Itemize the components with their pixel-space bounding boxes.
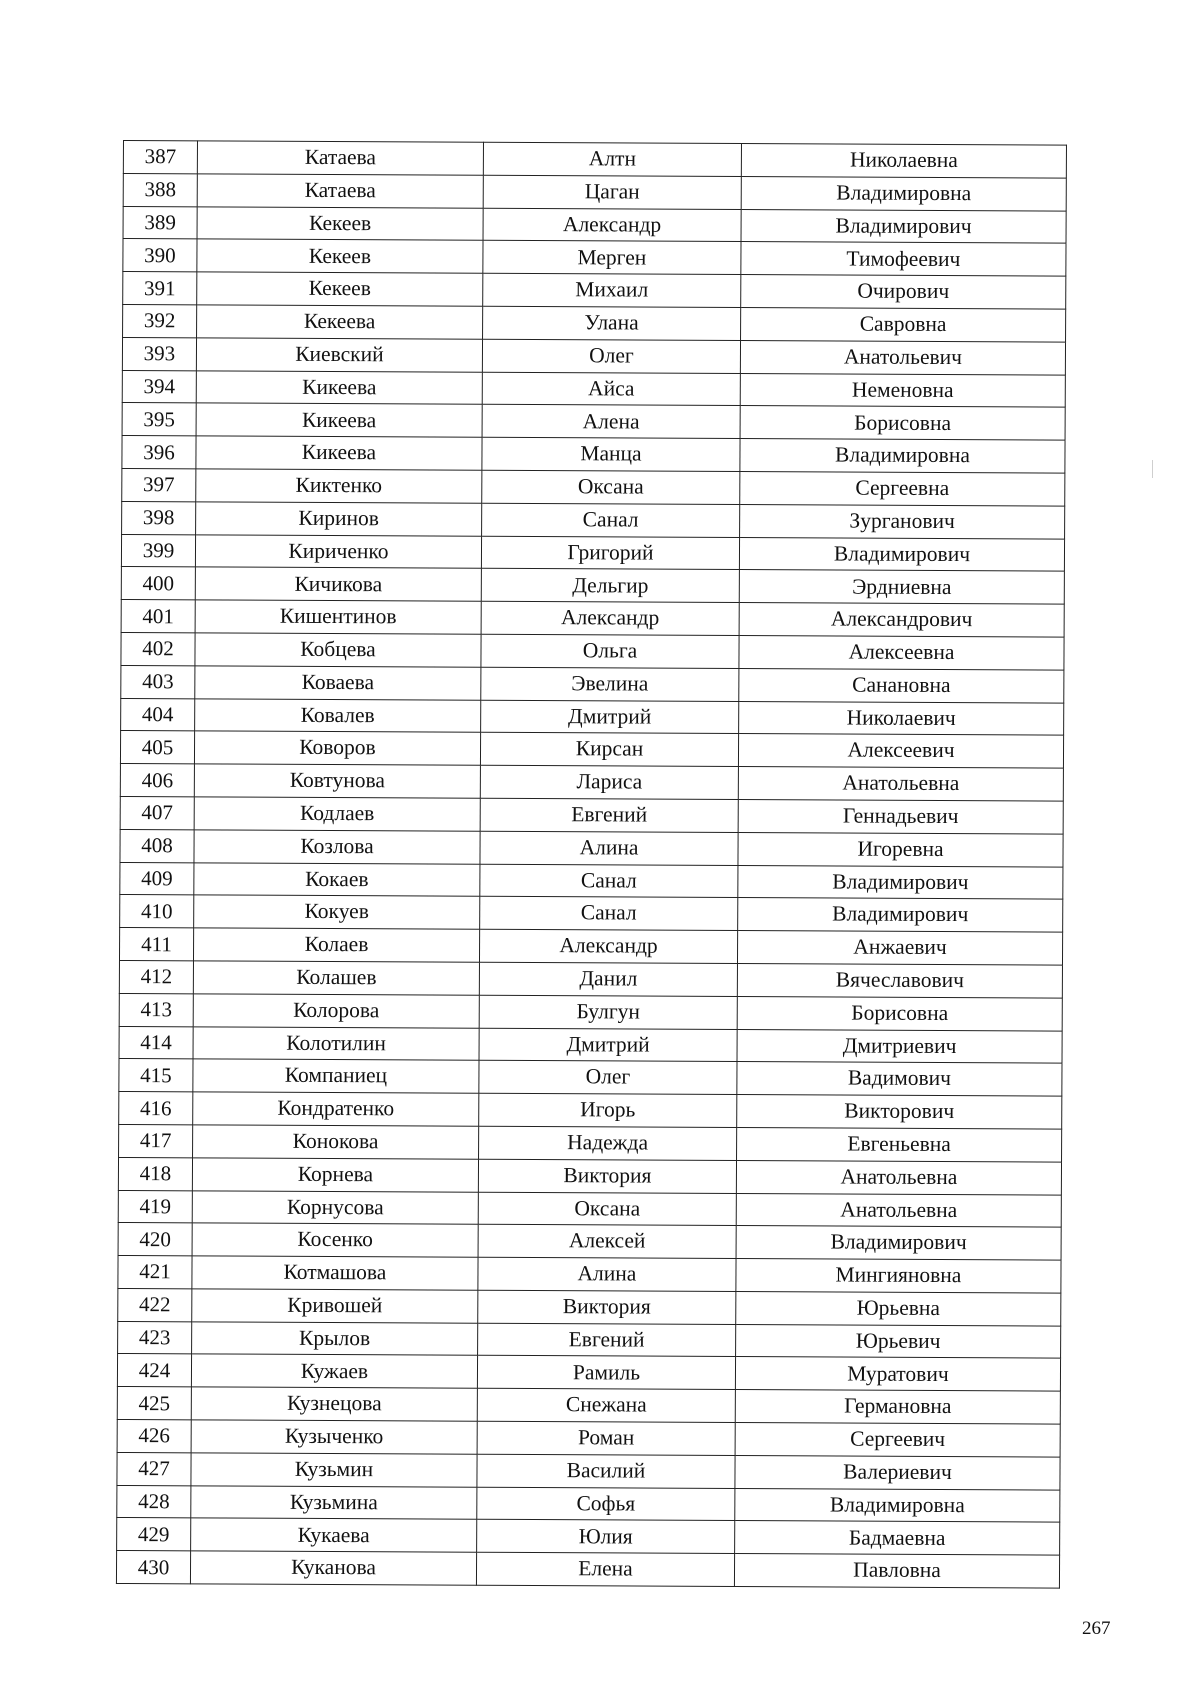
table-row <box>119 1092 1062 1129</box>
row-number-cell: 419 <box>118 1190 192 1223</box>
last-name-cell: Кузыченко <box>191 1420 477 1454</box>
patronymic-cell: Алексеевна <box>739 635 1064 669</box>
table-row <box>120 895 1063 932</box>
row-number-cell: 402 <box>121 632 195 665</box>
row-number-cell: 408 <box>120 829 194 862</box>
patronymic-cell: Геннадьевич <box>738 799 1063 833</box>
last-name-cell: Колотилин <box>193 1026 479 1060</box>
row-number-cell: 410 <box>120 895 194 928</box>
last-name-cell: Крылов <box>192 1322 478 1356</box>
row-number-cell: 422 <box>118 1288 192 1321</box>
row-number-cell: 426 <box>117 1420 191 1453</box>
row-number-cell: 403 <box>121 665 195 698</box>
row-number-cell: 424 <box>117 1354 191 1387</box>
first-name-cell: Алина <box>480 831 738 865</box>
patronymic-cell: Анатольевич <box>740 340 1065 374</box>
table-row <box>121 534 1064 571</box>
row-number-cell: 425 <box>117 1387 191 1420</box>
patronymic-cell: Борисовна <box>740 406 1065 440</box>
patronymic-cell: Анатольевна <box>736 1160 1061 1194</box>
patronymic-cell: Александрович <box>739 603 1064 637</box>
last-name-cell: Кукаева <box>191 1518 477 1552</box>
last-name-cell: Корнева <box>192 1158 478 1192</box>
table-row <box>120 764 1063 801</box>
table-row <box>118 1256 1061 1293</box>
last-name-cell: Коваева <box>195 666 481 700</box>
first-name-cell: Эвелина <box>481 667 739 701</box>
last-name-cell: Кишентинов <box>195 600 481 634</box>
table-row <box>122 436 1065 473</box>
patronymic-cell: Викторович <box>737 1095 1062 1129</box>
table-row <box>122 501 1065 538</box>
row-number-cell: 400 <box>121 567 195 600</box>
row-number-cell: 404 <box>121 698 195 731</box>
first-name-cell: Дмитрий <box>481 700 739 734</box>
first-name-cell: Алексей <box>478 1225 736 1259</box>
first-name-cell: Снежана <box>477 1389 735 1423</box>
last-name-cell: Ковтунова <box>194 764 480 798</box>
row-number-cell: 395 <box>122 403 196 436</box>
row-number-cell: 417 <box>119 1124 193 1157</box>
last-name-cell: Косенко <box>192 1223 478 1257</box>
first-name-cell: Санал <box>480 864 738 898</box>
patronymic-cell: Павловна <box>734 1554 1059 1588</box>
first-name-cell: Санал <box>480 897 738 931</box>
first-name-cell: Евгений <box>478 1323 736 1357</box>
last-name-cell: Кикеева <box>196 436 482 470</box>
patronymic-cell: Савровна <box>741 308 1066 342</box>
last-name-cell: Кузнецова <box>191 1387 477 1421</box>
patronymic-cell: Владимирович <box>738 898 1063 932</box>
last-name-cell: Кокаев <box>194 862 480 896</box>
first-name-cell: Олег <box>479 1061 737 1095</box>
row-number-cell: 393 <box>122 337 196 370</box>
row-number-cell: 427 <box>117 1452 191 1485</box>
row-number-cell: 414 <box>119 1026 193 1059</box>
first-name-cell: Елена <box>476 1553 734 1587</box>
scan-artifact <box>1152 460 1153 478</box>
row-number-cell: 418 <box>118 1157 192 1190</box>
last-name-cell: Котмашова <box>192 1256 478 1290</box>
first-name-cell: Мерген <box>483 241 741 275</box>
last-name-cell: Коворов <box>194 731 480 765</box>
table-row <box>121 665 1064 702</box>
patronymic-cell: Тимофеевич <box>741 242 1066 276</box>
table-row <box>119 1059 1062 1096</box>
first-name-cell: Айса <box>482 372 740 406</box>
row-number-cell: 430 <box>116 1551 190 1584</box>
table-row <box>120 829 1063 866</box>
patronymic-cell: Вадимович <box>737 1062 1062 1096</box>
table-row <box>123 272 1066 309</box>
row-number-cell: 398 <box>122 501 196 534</box>
first-name-cell: Улана <box>483 306 741 340</box>
first-name-cell: Алтн <box>483 142 741 176</box>
row-number-cell: 423 <box>118 1321 192 1354</box>
row-number-cell: 407 <box>120 796 194 829</box>
last-name-cell: Корнусова <box>192 1190 478 1224</box>
table-row <box>121 632 1064 669</box>
patronymic-cell: Игоревна <box>738 832 1063 866</box>
first-name-cell: Алина <box>478 1257 736 1291</box>
row-number-cell: 405 <box>120 731 194 764</box>
patronymic-cell: Николаевна <box>741 144 1066 178</box>
last-name-cell: Кокуев <box>194 895 480 929</box>
last-name-cell: Кузьмин <box>191 1453 477 1487</box>
row-number-cell: 389 <box>123 206 197 239</box>
row-number-cell: 429 <box>117 1518 191 1551</box>
first-name-cell: Григорий <box>481 536 739 570</box>
table-row <box>118 1190 1061 1227</box>
row-number-cell: 401 <box>121 600 195 633</box>
table-row <box>117 1452 1060 1489</box>
first-name-cell: Василий <box>477 1454 735 1488</box>
table-row <box>120 796 1063 833</box>
patronymic-cell: Владимирович <box>738 865 1063 899</box>
row-number-cell: 396 <box>122 436 196 469</box>
patronymic-cell: Владимирович <box>736 1226 1061 1260</box>
row-number-cell: 391 <box>123 272 197 305</box>
first-name-cell: Санал <box>482 503 740 537</box>
first-name-cell: Булгун <box>479 995 737 1029</box>
row-number-cell: 409 <box>120 862 194 895</box>
last-name-cell: Кривошей <box>192 1289 478 1323</box>
table-row <box>120 731 1063 768</box>
patronymic-cell: Владимировна <box>740 439 1065 473</box>
table-row <box>117 1354 1060 1391</box>
row-number-cell: 428 <box>117 1485 191 1518</box>
table-row <box>118 1321 1061 1358</box>
first-name-cell: Михаил <box>483 273 741 307</box>
first-name-cell: Оксана <box>482 470 740 504</box>
table-row <box>118 1288 1061 1325</box>
row-number-cell: 394 <box>122 370 196 403</box>
row-number-cell: 412 <box>119 960 193 993</box>
table-row <box>119 1124 1062 1161</box>
row-number-cell: 420 <box>118 1223 192 1256</box>
last-name-cell: Кондратенко <box>193 1092 479 1126</box>
table-row <box>121 567 1064 604</box>
row-number-cell: 416 <box>119 1092 193 1125</box>
last-name-cell: Киринов <box>196 502 482 536</box>
table-row <box>123 206 1066 243</box>
last-name-cell: Катаева <box>197 141 483 175</box>
patronymic-cell: Очирович <box>741 275 1066 309</box>
table-row <box>123 141 1066 178</box>
first-name-cell: Виктория <box>478 1159 736 1193</box>
table-row <box>117 1420 1060 1457</box>
first-name-cell: Евгений <box>480 798 738 832</box>
patronymic-cell: Зурганович <box>740 504 1065 538</box>
patronymic-cell: Анатольевна <box>738 767 1063 801</box>
first-name-cell: Александр <box>479 929 737 963</box>
first-name-cell: Олег <box>482 339 740 373</box>
last-name-cell: Конокова <box>193 1125 479 1159</box>
row-number-cell: 421 <box>118 1256 192 1289</box>
first-name-cell: Рамиль <box>477 1356 735 1390</box>
patronymic-cell: Эрдниевна <box>739 570 1064 604</box>
patronymic-cell: Владимирович <box>739 537 1064 571</box>
first-name-cell: Данил <box>479 962 737 996</box>
table-row <box>116 1551 1059 1588</box>
first-name-cell: Кирсан <box>480 733 738 767</box>
last-name-cell: Кужаев <box>191 1354 477 1388</box>
first-name-cell: Игорь <box>479 1093 737 1127</box>
last-name-cell: Кекеев <box>197 272 483 306</box>
table-row <box>122 370 1065 407</box>
table-row <box>122 403 1065 440</box>
patronymic-cell: Владимировна <box>741 176 1066 210</box>
first-name-cell: Манца <box>482 437 740 471</box>
last-name-cell: Кириченко <box>195 534 481 568</box>
row-number-cell: 388 <box>123 173 197 206</box>
table-row <box>121 698 1064 735</box>
row-number-cell: 387 <box>123 141 197 174</box>
last-name-cell: Катаева <box>197 174 483 208</box>
last-name-cell: Колаев <box>193 928 479 962</box>
last-name-cell: Колорова <box>193 994 479 1028</box>
patronymic-cell: Владимировна <box>735 1488 1060 1522</box>
names-table-body <box>116 141 1066 1589</box>
first-name-cell: Оксана <box>478 1192 736 1226</box>
last-name-cell: Киктенко <box>196 469 482 503</box>
last-name-cell: Кикеева <box>196 370 482 404</box>
table-row <box>120 862 1063 899</box>
patronymic-cell: Муратович <box>735 1357 1060 1391</box>
table-row <box>117 1518 1060 1555</box>
first-name-cell: Лариса <box>480 765 738 799</box>
patronymic-cell: Вячеславович <box>737 963 1062 997</box>
last-name-cell: Козлова <box>194 830 480 864</box>
patronymic-cell: Юрьевич <box>736 1324 1061 1358</box>
table-row <box>118 1223 1061 1260</box>
row-number-cell: 411 <box>119 928 193 961</box>
patronymic-cell: Мингияновна <box>736 1259 1061 1293</box>
row-number-cell: 406 <box>120 764 194 797</box>
table-row <box>122 337 1065 374</box>
patronymic-cell: Сергеевна <box>740 471 1065 505</box>
last-name-cell: Куканова <box>190 1551 476 1585</box>
first-name-cell: Цаган <box>483 175 741 209</box>
last-name-cell: Компаниец <box>193 1059 479 1093</box>
first-name-cell: Софья <box>477 1487 735 1521</box>
patronymic-cell: Юрьевна <box>736 1291 1061 1325</box>
table-row <box>119 1026 1062 1063</box>
last-name-cell: Кодлаев <box>194 797 480 831</box>
last-name-cell: Кикеева <box>196 403 482 437</box>
first-name-cell: Алена <box>482 405 740 439</box>
table-row <box>119 960 1062 997</box>
table-row <box>122 468 1065 505</box>
patronymic-cell: Дмитриевич <box>737 1029 1062 1063</box>
row-number-cell: 390 <box>123 239 197 272</box>
table-row <box>119 928 1062 965</box>
first-name-cell: Александр <box>483 208 741 242</box>
patronymic-cell: Бадмаевна <box>735 1521 1060 1555</box>
row-number-cell: 399 <box>121 534 195 567</box>
patronymic-cell: Анатольевна <box>736 1193 1061 1227</box>
first-name-cell: Дельгир <box>481 569 739 603</box>
first-name-cell: Виктория <box>478 1290 736 1324</box>
last-name-cell: Кекеев <box>197 239 483 273</box>
row-number-cell: 415 <box>119 1059 193 1092</box>
patronymic-cell: Сергеевич <box>735 1423 1060 1457</box>
patronymic-cell: Алексеевич <box>738 734 1063 768</box>
row-number-cell: 392 <box>123 304 197 337</box>
last-name-cell: Киевский <box>196 338 482 372</box>
first-name-cell: Юлия <box>477 1520 735 1554</box>
table-row <box>117 1387 1060 1424</box>
patronymic-cell: Германовна <box>735 1390 1060 1424</box>
last-name-cell: Ковалев <box>195 698 481 732</box>
patronymic-cell: Николаевич <box>739 701 1064 735</box>
last-name-cell: Колашев <box>193 961 479 995</box>
table-row <box>118 1157 1061 1194</box>
last-name-cell: Кекеева <box>197 305 483 339</box>
names-table <box>116 140 1067 1589</box>
patronymic-cell: Борисовна <box>737 996 1062 1030</box>
patronymic-cell: Санановна <box>739 668 1064 702</box>
patronymic-cell: Валериевич <box>735 1455 1060 1489</box>
last-name-cell: Кичикова <box>195 567 481 601</box>
table-row <box>123 239 1066 276</box>
patronymic-cell: Владимирович <box>741 209 1066 243</box>
row-number-cell: 397 <box>122 468 196 501</box>
patronymic-cell: Евгеньевна <box>737 1127 1062 1161</box>
table-row <box>123 173 1066 210</box>
table-row <box>117 1485 1060 1522</box>
table-row <box>123 304 1066 341</box>
patronymic-cell: Неменовна <box>740 373 1065 407</box>
last-name-cell: Кекеев <box>197 206 483 240</box>
first-name-cell: Роман <box>477 1421 735 1455</box>
first-name-cell: Дмитрий <box>479 1028 737 1062</box>
first-name-cell: Ольга <box>481 634 739 668</box>
last-name-cell: Кузьмина <box>191 1486 477 1520</box>
table-row <box>121 600 1064 637</box>
last-name-cell: Кобцева <box>195 633 481 667</box>
table-row <box>119 993 1062 1030</box>
first-name-cell: Надежда <box>479 1126 737 1160</box>
row-number-cell: 413 <box>119 993 193 1026</box>
patronymic-cell: Анжаевич <box>737 931 1062 965</box>
page-number: 267 <box>1082 1618 1111 1639</box>
first-name-cell: Александр <box>481 601 739 635</box>
